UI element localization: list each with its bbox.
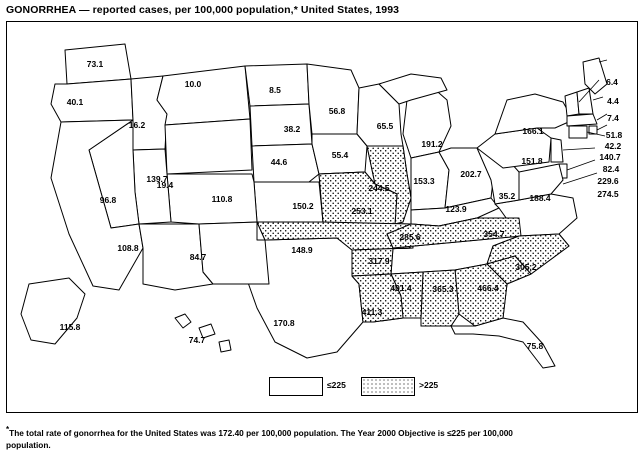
state-value-wv: 35.2 <box>498 191 516 201</box>
state-value-nd: 8.5 <box>269 85 281 95</box>
state-value-ny: 166.1 <box>522 126 544 136</box>
state-value-nv: 96.8 <box>99 195 117 205</box>
footnote-line-2: population. <box>6 439 51 450</box>
state-value-tn: 354.7 <box>483 229 505 239</box>
state-value-mi: 191.2 <box>421 139 443 149</box>
state-value-vt: 4.4 <box>607 96 619 106</box>
state-value-wa: 73.1 <box>86 59 104 69</box>
state-value-id: 16.2 <box>128 120 146 130</box>
state-value-az: 84.7 <box>189 252 207 262</box>
state-value-nc: 305.2 <box>515 262 537 272</box>
state-value-in: 153.3 <box>413 176 435 186</box>
state-value-me: 6.4 <box>606 77 618 87</box>
state-value-ak: 115.8 <box>59 322 81 332</box>
state-value-mo: 253.1 <box>351 206 373 216</box>
state-value-nj: 82.4 <box>602 164 620 174</box>
footnote <box>6 424 634 451</box>
legend-label-low: ≤225 <box>327 380 346 390</box>
state-value-ct: 140.7 <box>599 152 621 162</box>
state-value-ne: 44.6 <box>270 157 288 167</box>
state-value-de: 229.6 <box>597 176 619 186</box>
state-value-sd: 38.2 <box>283 124 301 134</box>
state-value-hi: 74.7 <box>188 335 206 345</box>
state-value-mt: 10.0 <box>184 79 202 89</box>
legend-swatch-high <box>361 377 415 396</box>
state-value-pa: 151.8 <box>521 156 543 166</box>
state-value-ky: 123.9 <box>445 204 467 214</box>
state-value-ok: 317.9 <box>368 256 390 266</box>
state-value-ga: 365.3 <box>432 284 454 294</box>
state-value-ca: 108.8 <box>117 243 139 253</box>
map-legend <box>269 377 439 399</box>
state-value-oh: 202.7 <box>460 169 482 179</box>
state-value-wy: 19.4 <box>156 180 174 190</box>
footnote-marker: * <box>6 425 10 434</box>
state-value-al: 401.4 <box>390 283 412 293</box>
state-value-md: 274.5 <box>597 189 619 199</box>
state-value-nm: 148.9 <box>291 245 313 255</box>
state-value-fl: 75.8 <box>526 341 544 351</box>
state-value-co: 110.8 <box>211 194 233 204</box>
state-value-ut: 139.7 <box>146 174 168 184</box>
state-value-il: 244.5 <box>368 183 390 193</box>
legend-label-high: >225 <box>419 380 439 390</box>
state-value-ar: 285.6 <box>399 232 421 242</box>
figure-title: GONORRHEA — reported cases, per 100,000 population,* United States, 1993 <box>6 4 400 16</box>
state-value-nh: 7.4 <box>607 113 619 123</box>
state-value-tx: 170.8 <box>273 318 295 328</box>
state-value-ms: 411.3 <box>361 307 383 317</box>
state-value-ri: 42.2 <box>604 141 622 151</box>
legend-swatch-low <box>269 377 323 396</box>
state-value-wi: 65.5 <box>376 121 394 131</box>
footnote-line-1: The total rate of gonorrhea for the United States was 172.40 per 100,000 population. The Year 2000 Objective is ≤225 per 100,000 <box>9 427 513 438</box>
us-map-outline <box>7 22 635 410</box>
state-value-ia: 55.4 <box>331 150 349 160</box>
state-value-sc: 466.4 <box>477 283 499 293</box>
map-panel <box>6 21 638 413</box>
state-value-or: 40.1 <box>66 97 84 107</box>
state-value-ks: 150.2 <box>292 201 314 211</box>
state-value-va: 188.4 <box>529 193 551 203</box>
state-value-ma: 51.8 <box>605 130 623 140</box>
state-value-mn: 56.8 <box>328 106 346 116</box>
